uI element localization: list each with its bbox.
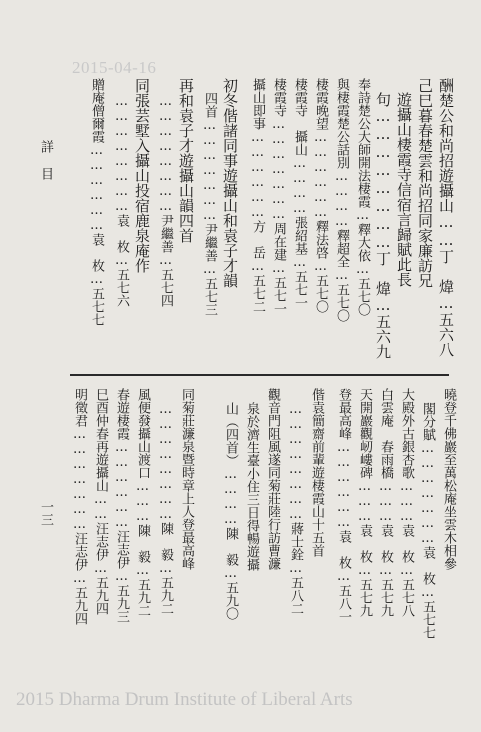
toc-entry: 巳酉仲春再遊攝山……汪志伊…五九四: [93, 388, 108, 615]
toc-entry: 酬楚公和尚招遊攝山……丁 煒…五六八: [437, 78, 455, 357]
side-label: 詳目: [38, 140, 53, 194]
toc-entry: 閣分賦…………………袁 枚…五七七: [420, 402, 435, 639]
toc-entry: 同張芸墅入攝山投宿鹿泉庵作: [133, 78, 151, 273]
toc-entry: 風便發攝山渡口………陳 毅…五九二: [135, 388, 150, 617]
toc-entry: 觀音門阻風遂同菊莊陸行訪曹濂: [265, 388, 280, 570]
toc-entry: 明徵君…………………汪志伊…五九四: [72, 388, 87, 625]
toc-entry: 登最高峰………………袁 枚…五八一: [336, 388, 351, 623]
toc-entry: 棲霞寺…………………周在建…五七一: [271, 78, 286, 315]
toc-entry: 己巳暮春楚雲和尚招同家廉訪兄: [416, 78, 434, 288]
toc-entry: ……………………尹繼善…五七四: [158, 94, 173, 307]
toc-entry: 泉於濟生臺小住三日得暢遊攝: [244, 402, 259, 571]
toc-entry: 山（四首）…………陳 毅…五九〇: [223, 402, 238, 620]
toc-entry: 同菊莊濂泉暨時章上人登最高峰: [179, 388, 194, 570]
toc-entry: ……………………陳 毅…五九二: [158, 402, 173, 615]
toc-entry: 大殿外古銀杏歌………袁 枚…五七八: [399, 388, 414, 617]
footer-watermark: 2015 Dharma Drum Institute of Liberal Arts: [16, 689, 353, 710]
toc-entry: 天開巖觀屻嶁碑………袁 枚…五七九: [357, 388, 372, 617]
toc-entry: 偕袁簡齋前輩遊棲霞山十五首: [309, 388, 324, 557]
toc-entry: 贈庵僧爾霞………………袁 枚…五七七: [89, 78, 104, 326]
page-number: 一三: [38, 500, 53, 526]
toc-entry: 攝山即事………………方 岳…五七二: [250, 78, 265, 313]
section-divider: [70, 374, 449, 376]
toc-entry: 棲霞寺 攝山…………張紹基…五七一: [292, 78, 307, 309]
toc-entry: ……………………袁 枚…五七六: [114, 94, 129, 307]
toc-entry: 四首…………………尹繼善…五七三: [202, 92, 217, 316]
toc-entry: 棲霞晚望………………釋法啓…五七〇: [313, 78, 328, 313]
toc-entry: 曉登千佛巖至萬松庵坐雲木相參: [441, 388, 456, 570]
toc-entry: 白雲庵 春雨橋………袁 枚…五七九: [378, 388, 393, 617]
toc-entry: 再和袁子才遊攝山韻四首: [177, 78, 195, 243]
toc-entry: 與棲霞楚公話別…………釋超全…五七〇: [334, 78, 349, 322]
toc-entry: 句……………………丁 煒…五六九: [374, 92, 392, 359]
toc-entry: ……………………蔣士銓…五八二: [288, 402, 303, 615]
date-watermark: 2015-04-16: [72, 58, 157, 77]
toc-entry: 奉詩楚公大師開法棲霞…釋大依…五七〇: [355, 78, 370, 316]
toc-entry: 春遊棲霞………………汪志伊…五九三: [114, 388, 129, 623]
toc-entry: 初冬偕諸同事遊攝山和袁子才韻: [221, 78, 239, 288]
toc-entry: 遊攝山棲霞寺信宿言歸賦此長: [395, 92, 413, 287]
